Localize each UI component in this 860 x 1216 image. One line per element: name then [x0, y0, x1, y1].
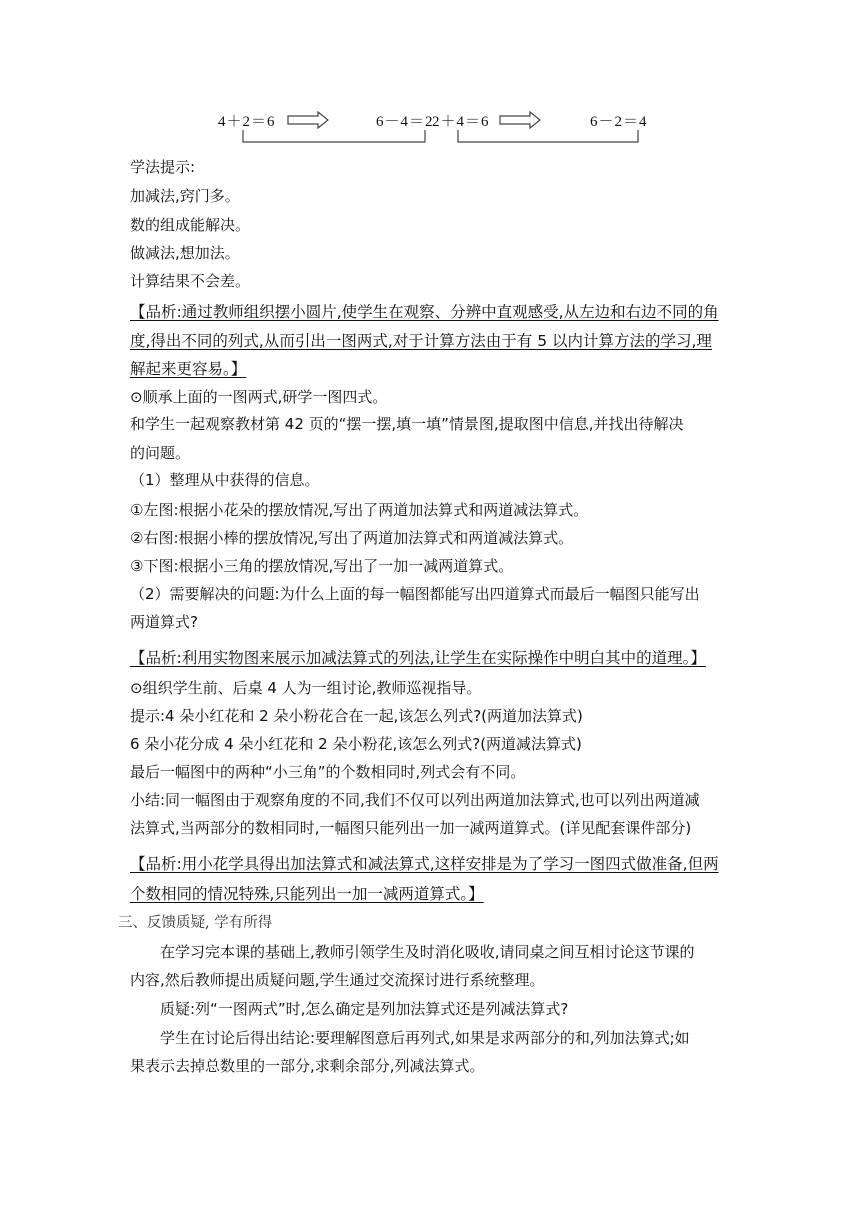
- text-line: 最后一幅图中的两种“小三角”的个数相同时,列式会有不同。: [130, 763, 526, 781]
- text-line: 法算式,当两部分的数相同时,一幅图只能列出一加一减两道算式。(详见配套课件部分): [130, 819, 692, 837]
- text-line: （1）整理从中获得的信息。: [130, 471, 320, 489]
- text-line: 计算结果不会差。: [130, 272, 251, 290]
- paragraph-line: 质疑:列“一图两式”时,怎么确定是列加法算式还是列减法算式?: [160, 1000, 569, 1018]
- text-line: ①左图:根据小花朵的摆放情况,写出了两道加法算式和两道减法算式。: [130, 501, 589, 519]
- text-line: 小结:同一幅图由于观察角度的不同,我们不仅可以列出两道加法算式,也可以列出两道减: [130, 791, 700, 809]
- text-line: 提示:4 朵小红花和 2 朵小粉花合在一起,该怎么列式?(两道加法算式): [130, 707, 583, 725]
- text-line: ③下图:根据小三角的摆放情况,写出了一加一减两道算式。: [130, 557, 514, 575]
- text-line: 和学生一起观察教材第 42 页的“摆一摆,填一填”情景图,提取图中信息,并找出待解决: [130, 415, 684, 433]
- equation-diagram: [210, 104, 650, 154]
- text-line: 做减法,想加法。: [130, 244, 240, 262]
- bracket-line: [243, 130, 425, 142]
- text-line: 数的组成能解决。: [130, 216, 251, 234]
- text-line: 加减法,窍门多。: [130, 187, 240, 205]
- bracket-line: [458, 130, 638, 142]
- analysis-note: 度,得出不同的列式,从而引出一图两式,对于计算方法由于有 5 以内计算方法的学习,理: [130, 332, 712, 350]
- equation: 6－4＝2: [376, 114, 434, 130]
- text-line: ②右图:根据小棒的摆放情况,写出了两道加法算式和两道减法算式。: [130, 529, 574, 547]
- text-line: ⊙顺承上面的一图两式,研学一图四式。: [130, 388, 388, 406]
- paragraph-line: 在学习完本课的基础上,教师引领学生及时消化吸收,请同桌之间互相讨论这节课的: [160, 943, 695, 961]
- text-line: 学法提示:: [130, 158, 196, 176]
- arrow-icon: [500, 112, 540, 128]
- text-line: 两道算式?: [130, 613, 198, 631]
- paragraph-line: 内容,然后教师提出质疑问题,学生通过交流探讨进行系统整理。: [130, 971, 545, 989]
- paragraph-line: 果表示去掉总数里的一部分,求剩余部分,列减法算式。: [130, 1057, 485, 1075]
- analysis-note: 【品析:通过教师组织摆小圆片,使学生在观察、分辨中直观感受,从左边和右边不同的角: [130, 303, 719, 321]
- text-line: 的问题。: [130, 444, 191, 462]
- section-heading: 三、反馈质疑, 学有所得: [118, 915, 273, 931]
- analysis-note: 个数相同的情况特殊,只能列出一加一减两道算式。】: [130, 885, 484, 903]
- paragraph-line: 学生在讨论后得出结论:要理解图意后再列式,如果是求两部分的和,列加法算式;如: [160, 1029, 690, 1047]
- text-line: ⊙组织学生前、后桌 4 人为一组讨论,教师巡视指导。: [130, 679, 482, 697]
- equation: 6－2＝4: [590, 114, 648, 130]
- equation: 4＋2＝6: [218, 114, 276, 130]
- analysis-note: 解起来更容易。】: [130, 360, 247, 378]
- text-line: 6 朵小花分成 4 朵小红花和 2 朵小粉花,该怎么列式?(两道减法算式): [130, 735, 582, 753]
- analysis-note: 【品析:用小花学具得出加法算式和减法算式,这样安排是为了学习一图四式做准备,但两: [130, 855, 719, 873]
- equation: 2＋4＝6: [432, 114, 490, 130]
- analysis-note: 【品析:利用实物图来展示加减法算式的列法,让学生在实际操作中明白其中的道理。】: [130, 649, 706, 667]
- arrow-icon: [288, 112, 328, 128]
- text-line: （2）需要解决的问题:为什么上面的每一幅图都能写出四道算式而最后一幅图只能写出: [130, 585, 700, 603]
